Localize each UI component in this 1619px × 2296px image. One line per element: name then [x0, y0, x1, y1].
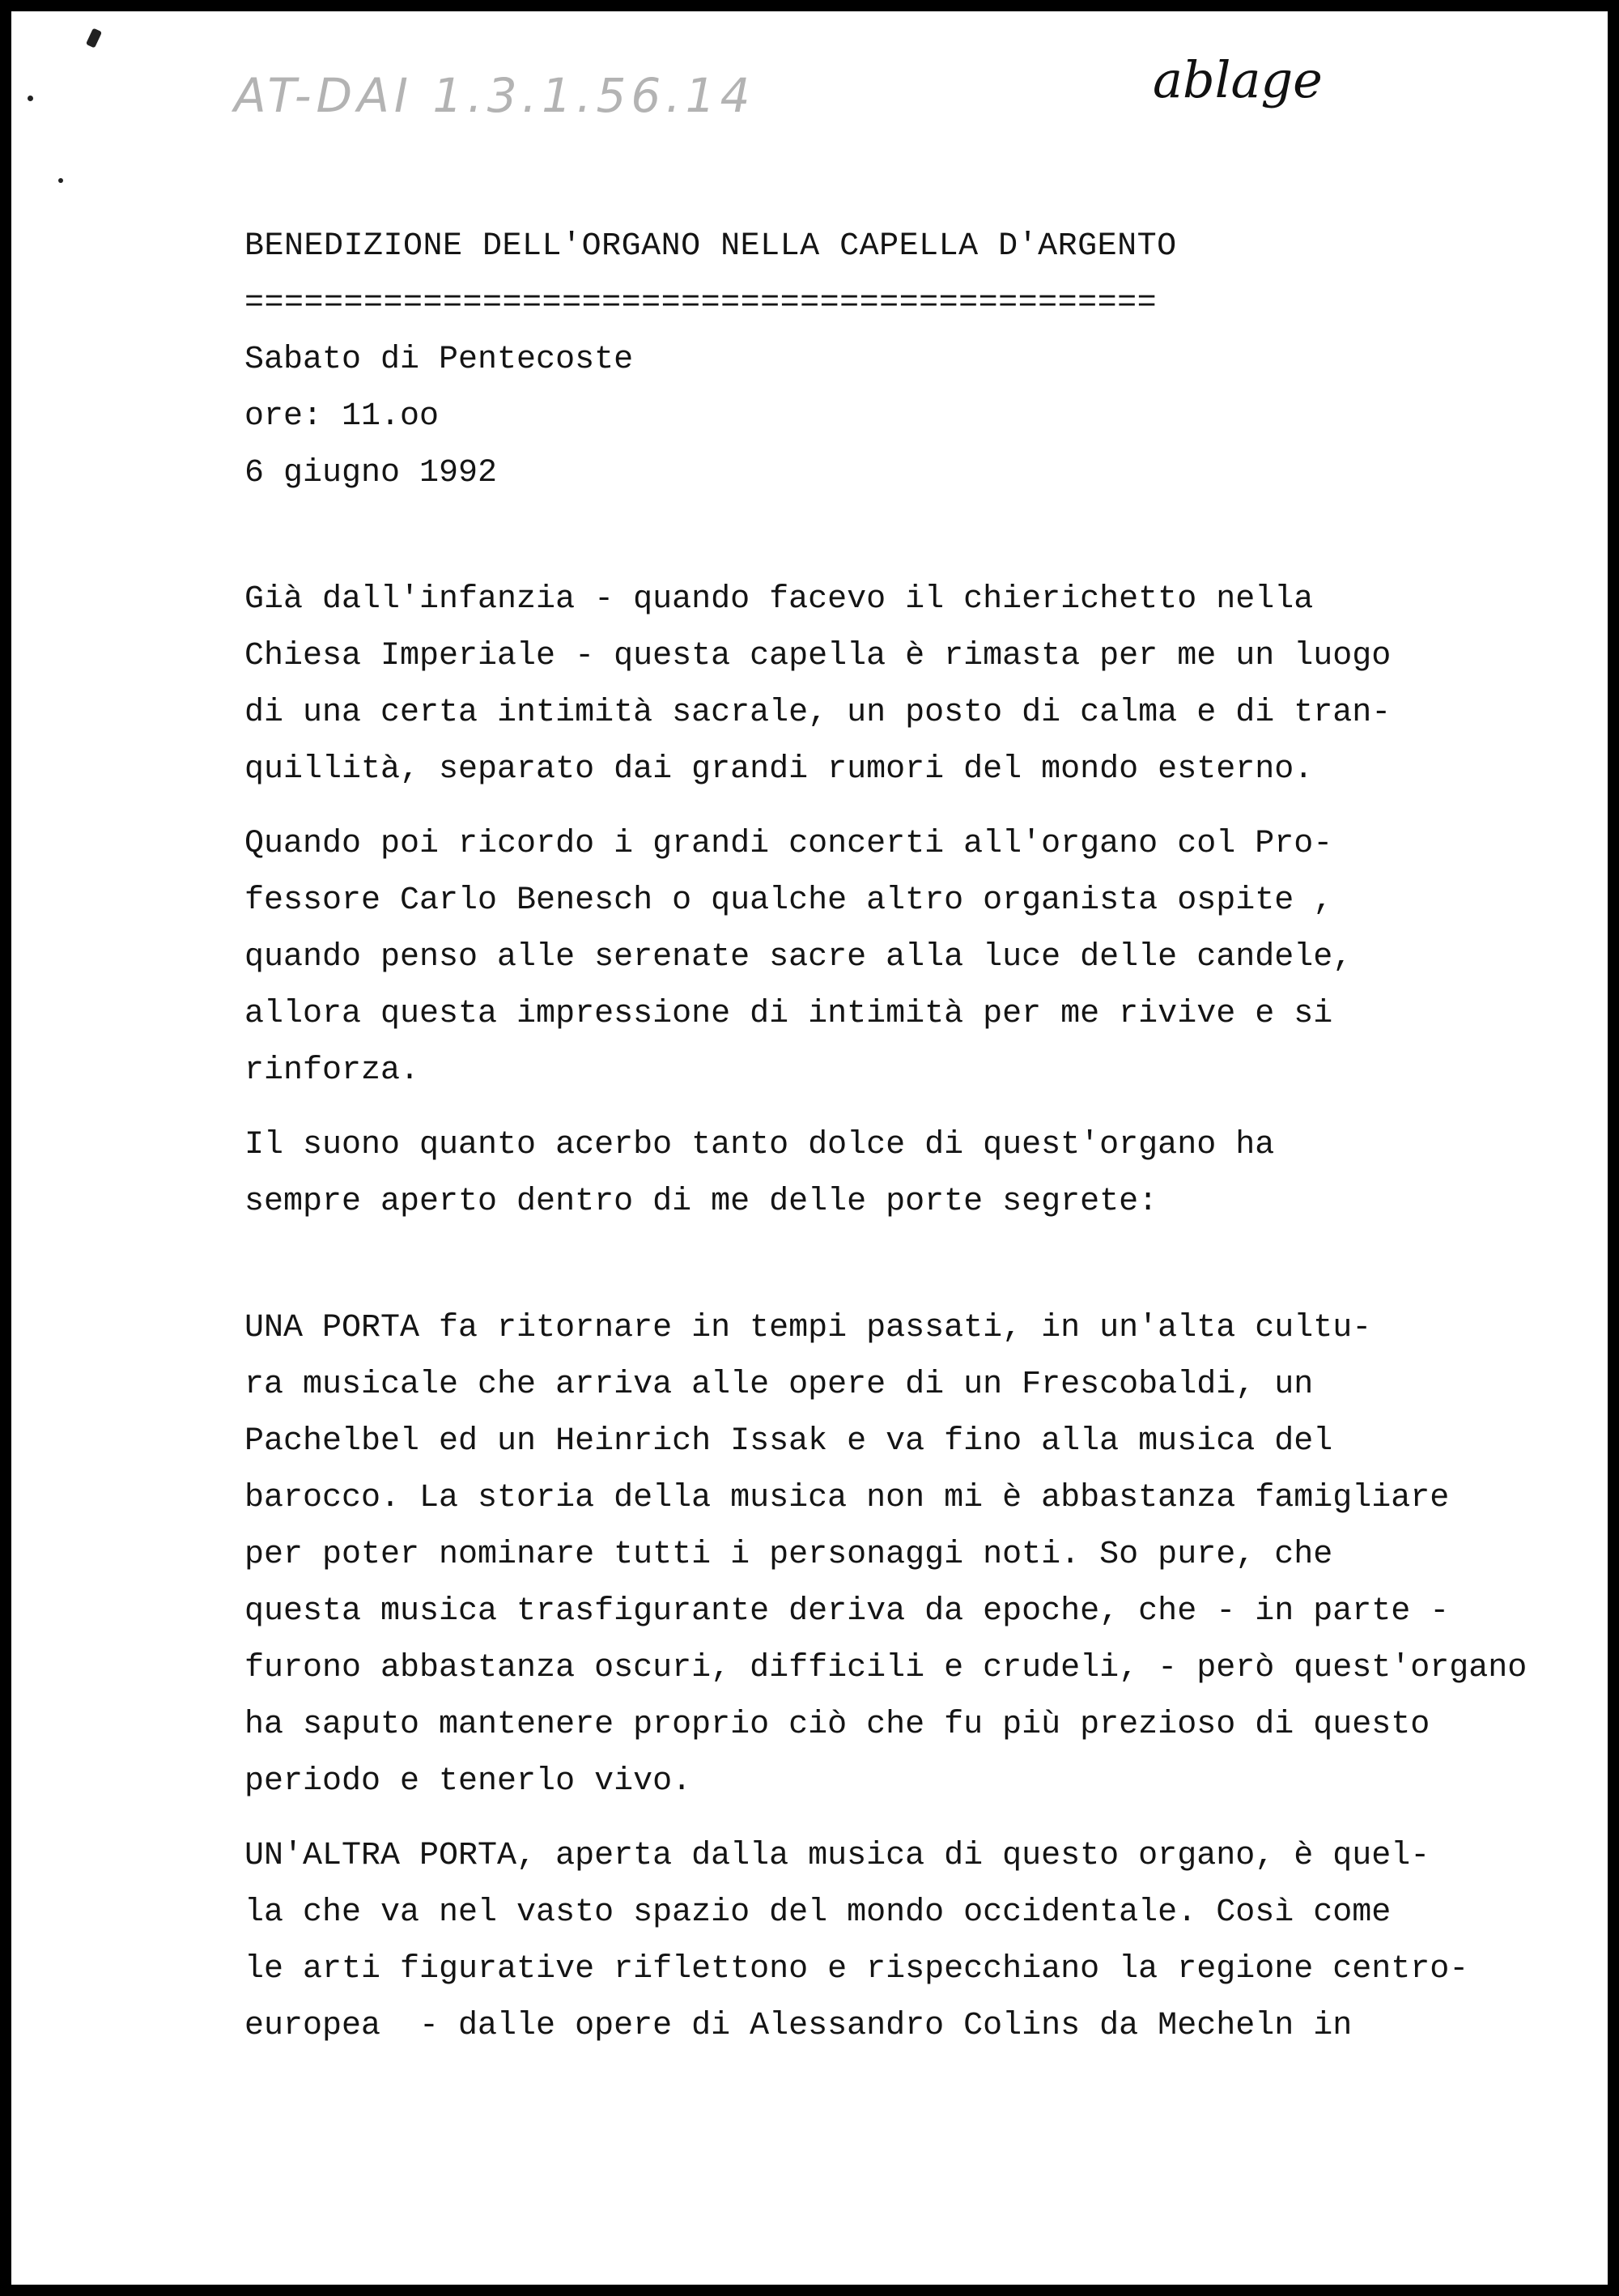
- text-line: Quando poi ricordo i grandi concerti all'organo col Pro-: [244, 826, 1333, 862]
- date-line: Sabato di Pentecoste: [244, 342, 634, 378]
- paragraph: [244, 816, 1596, 1099]
- paragraph: [244, 1300, 1596, 1810]
- text-line: ra musicale che arriva alle opere di un Frescobaldi, un: [244, 1367, 1314, 1403]
- ink-speck: [28, 96, 33, 101]
- title-underline: ==============================================: [244, 285, 1158, 321]
- text-line: UNA PORTA fa ritornare in tempi passati, in un'alta cultu-: [244, 1310, 1372, 1346]
- text-line: le arti figurative riflettono e rispecchiano la regione centro-: [244, 1951, 1469, 1988]
- text-line: per poter nominare tutti i personaggi noti. So pure, che: [244, 1537, 1333, 1573]
- date-block: [244, 332, 1596, 502]
- date-line: ore: 11.oo: [244, 398, 440, 435]
- text-line: quillità, separato dai grandi rumori del mondo esterno.: [244, 751, 1314, 788]
- text-line: allora questa impressione di intimità per me rivive e si: [244, 996, 1333, 1032]
- text-line: furono abbastanza oscuri, difficili e crudeli, - però quest'organo: [244, 1650, 1528, 1686]
- paragraph: [244, 572, 1596, 798]
- text-line: Chiesa Imperiale - questa capella è rimasta per me un luogo: [244, 638, 1392, 674]
- ink-mark: [86, 28, 102, 48]
- text-line: quando penso alle serenate sacre alla luce delle candele,: [244, 939, 1353, 976]
- text-line: ha saputo mantenere proprio ciò che fu più prezioso di questo: [244, 1707, 1430, 1743]
- text-line: fessore Carlo Benesch o qualche altro organista ospite ,: [244, 882, 1333, 919]
- text-line: sempre aperto dentro di me delle porte segrete:: [244, 1184, 1158, 1220]
- letter-body: [244, 219, 1596, 2055]
- archive-id-stamp: AT-DAI 1.3.1.56.14: [234, 68, 755, 123]
- paragraph: [244, 1117, 1596, 1231]
- text-line: barocco. La storia della musica non mi è abbastanza famigliare: [244, 1480, 1450, 1516]
- text-line: di una certa intimità sacrale, un posto di calma e di tran-: [244, 695, 1392, 731]
- text-line: Già dall'infanzia - quando facevo il chierichetto nella: [244, 581, 1314, 618]
- text-line: Il suono quanto acerbo tanto dolce di quest'organo ha: [244, 1127, 1275, 1163]
- document-page: [11, 11, 1608, 2285]
- text-line: questa musica trasfigurante deriva da epoche, che - in parte -: [244, 1593, 1450, 1630]
- text-line: Pachelbel ed un Heinrich Issak e va fino alla musica del: [244, 1423, 1333, 1460]
- text-line: periodo e tenerlo vivo.: [244, 1763, 692, 1800]
- document-title: BENEDIZIONE DELL'ORGANO NELLA CAPELLA D'ARGENTO: [244, 228, 1177, 265]
- date-line: 6 giugno 1992: [244, 455, 498, 491]
- text-line: europea - dalle opere di Alessandro Colins da Mecheln in: [244, 2008, 1353, 2044]
- text-line: UN'ALTRA PORTA, aperta dalla musica di questo organo, è quel-: [244, 1838, 1430, 1874]
- ink-speck: [58, 178, 63, 183]
- paragraph: [244, 1828, 1596, 2055]
- text-line: la che va nel vasto spazio del mondo occidentale. Così come: [244, 1894, 1392, 1931]
- text-line: rinforza.: [244, 1052, 420, 1089]
- handwritten-note: ablage: [1153, 50, 1323, 109]
